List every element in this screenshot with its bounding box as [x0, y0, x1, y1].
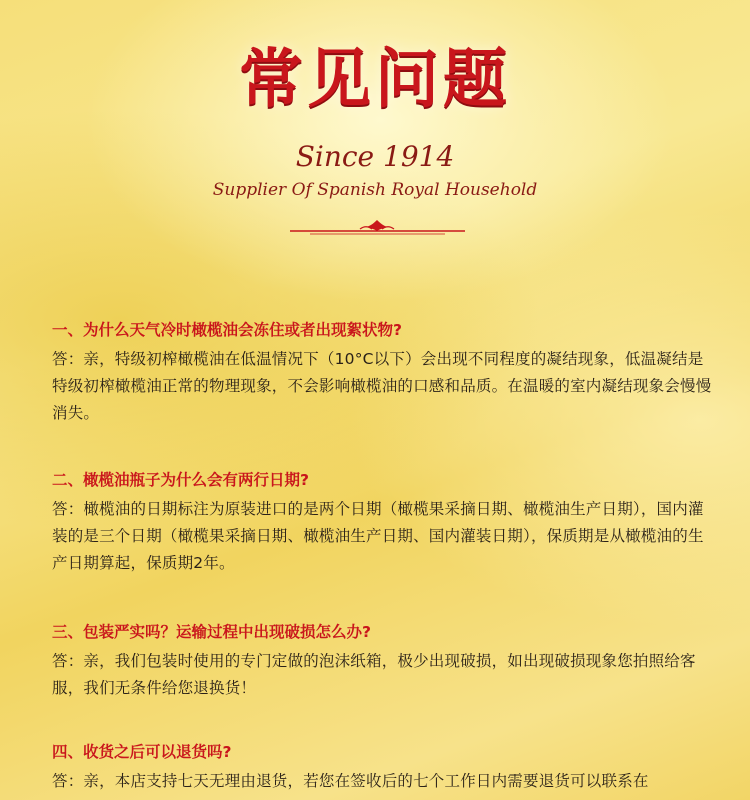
- since-tagline: Since 1914: [295, 140, 455, 173]
- faq-item-3: [52, 620, 712, 702]
- faq-question: 一、为什么天气冷时橄榄油会冻住或者出现絮状物?: [52, 321, 402, 339]
- faq-item-1: [52, 318, 712, 427]
- faq-item-2: [52, 468, 712, 577]
- faq-question: 二、橄榄油瓶子为什么会有两行日期?: [52, 471, 309, 489]
- ornament-divider-icon: [290, 218, 465, 238]
- faq-answer: 答：亲，我们包装时使用的专门定做的泡沫纸箱，极少出现破损，如出现破损现象您拍照给客服，我们无条件给您退换货！: [52, 652, 696, 697]
- supplier-tagline: Supplier Of Spanish Royal Household: [212, 180, 538, 200]
- faq-answer: 答：亲，本店支持七天无理由退货，若您在签收后的七个工作日内需要退货可以联系在: [52, 772, 649, 790]
- faq-question: 三、包装严实吗？运输过程中出现破损怎么办?: [52, 623, 371, 641]
- page-title: 常见问题: [239, 42, 511, 117]
- faq-question: 四、收货之后可以退货吗?: [52, 743, 232, 761]
- page-header: [0, 0, 750, 250]
- faq-answer: 答：橄榄油的日期标注为原装进口的是两个日期（橄榄果采摘日期、橄榄油生产日期），国内灌装的是三个日期（橄榄果采摘日期、橄榄油生产日期、国内灌装日期），保质期是从橄榄油的生产日期算起，保质期2年。: [52, 500, 704, 572]
- faq-item-4: [52, 740, 712, 795]
- faq-answer: 答：亲，特级初榨橄榄油在低温情况下（10°C以下）会出现不同程度的凝结现象，低温凝结是特级初榨橄榄油正常的物理现象，不会影响橄榄油的口感和品质。在温暖的室内凝结现象会慢慢消失。: [52, 350, 712, 422]
